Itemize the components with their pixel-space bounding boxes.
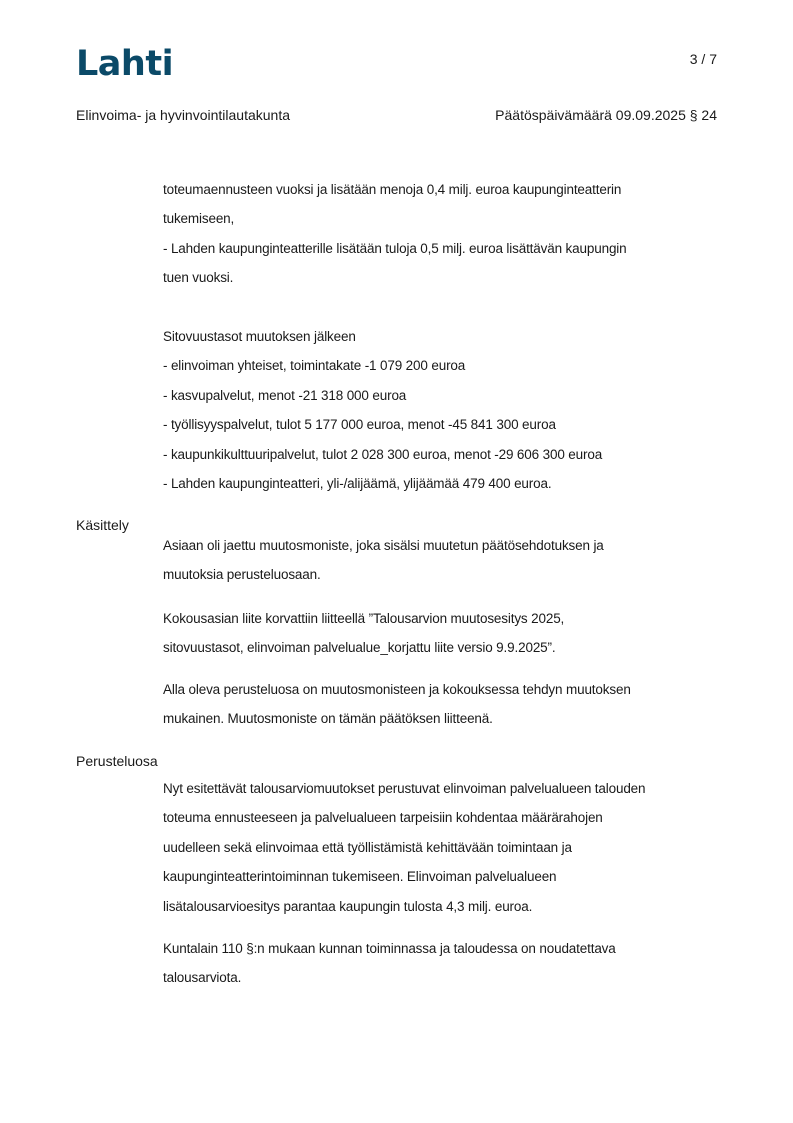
text-line: muutoksia perusteluosaan.	[163, 567, 321, 583]
text-line: toteuma ennusteeseen ja palvelualueen tarpeisiin kohdentaa määrärahojen	[163, 810, 603, 826]
list-item: - elinvoiman yhteiset, toimintakate -1 079 200 euroa	[163, 358, 466, 374]
text-line: tukemiseen,	[163, 211, 235, 227]
text-line: Kokousasian liite korvattiin liitteellä ”Talousarvion muutosesitys 2025,	[163, 611, 565, 626]
binding-levels-list	[163, 322, 723, 498]
section-title-kasittely: Käsittely	[76, 517, 129, 533]
text-line: mukainen. Muutosmoniste on tämän päätöksen liitteenä.	[163, 711, 493, 727]
text-line: Alla oleva perusteluosa on muutosmonisteen ja kokouksessa tehdyn muutoksen	[163, 682, 631, 697]
text-line: toteumaennusteen vuoksi ja lisätään menoja 0,4 milj. euroa kaupunginteatterin	[163, 182, 622, 197]
kasittely-paragraph	[163, 604, 723, 663]
section-title-perusteluosa: Perusteluosa	[76, 753, 158, 769]
text-line: Kuntalain 110 §:n mukaan kunnan toiminnassa ja taloudessa on noudatettava	[163, 941, 616, 956]
text-line: uudelleen sekä elinvoimaa että työllistämistä kehittävään toimintaan ja	[163, 839, 572, 855]
text-line: tuen vuoksi.	[163, 270, 234, 286]
lahti-logo: Lahti	[76, 44, 174, 84]
list-item: - Lahden kaupunginteatteri, yli-/alijäämä, ylijäämää 479 400 euroa.	[163, 476, 552, 492]
list-item: - kasvupalvelut, menot -21 318 000 euroa	[163, 387, 407, 403]
list-item: - kaupunkikulttuuripalvelut, tulot 2 028 300 euroa, menot -29 606 300 euroa	[163, 446, 603, 462]
text-line: Nyt esitettävät talousarviomuutokset perustuvat elinvoiman palvelualueen talouden	[163, 781, 646, 796]
text-line: lisätalousarvioesitys parantaa kaupungin tulosta 4,3 milj. euroa.	[163, 898, 533, 914]
text-line: Asiaan oli jaettu muutosmoniste, joka sisälsi muutetun päätösehdotuksen ja	[163, 538, 604, 553]
text-line: - Lahden kaupunginteatterille lisätään tuloja 0,5 milj. euroa lisättävän kaupungin	[163, 240, 627, 256]
kasittely-paragraph	[163, 675, 723, 734]
kasittely-paragraph	[163, 531, 723, 590]
committee-name: Elinvoima- ja hyvinvointilautakunta	[76, 107, 290, 123]
text-line: talousarviota.	[163, 970, 242, 986]
text-line: sitovuustasot, elinvoiman palvelualue_korjattu liite versio 9.9.2025”.	[163, 640, 556, 656]
text-line: kaupunginteatterintoiminnan tukemiseen. Elinvoiman palvelualueen	[163, 869, 557, 885]
list-item: - työllisyyspalvelut, tulot 5 177 000 euroa, menot -45 841 300 euroa	[163, 417, 556, 433]
perusteluosa-paragraph	[163, 934, 723, 993]
decision-date-reference: Päätöspäivämäärä 09.09.2025 § 24	[495, 107, 717, 123]
binding-levels-title: Sitovuustasot muutoksen jälkeen	[163, 329, 356, 344]
perusteluosa-paragraph	[163, 774, 723, 921]
intro-paragraph	[163, 175, 723, 293]
page-number: 3 / 7	[689, 51, 717, 67]
